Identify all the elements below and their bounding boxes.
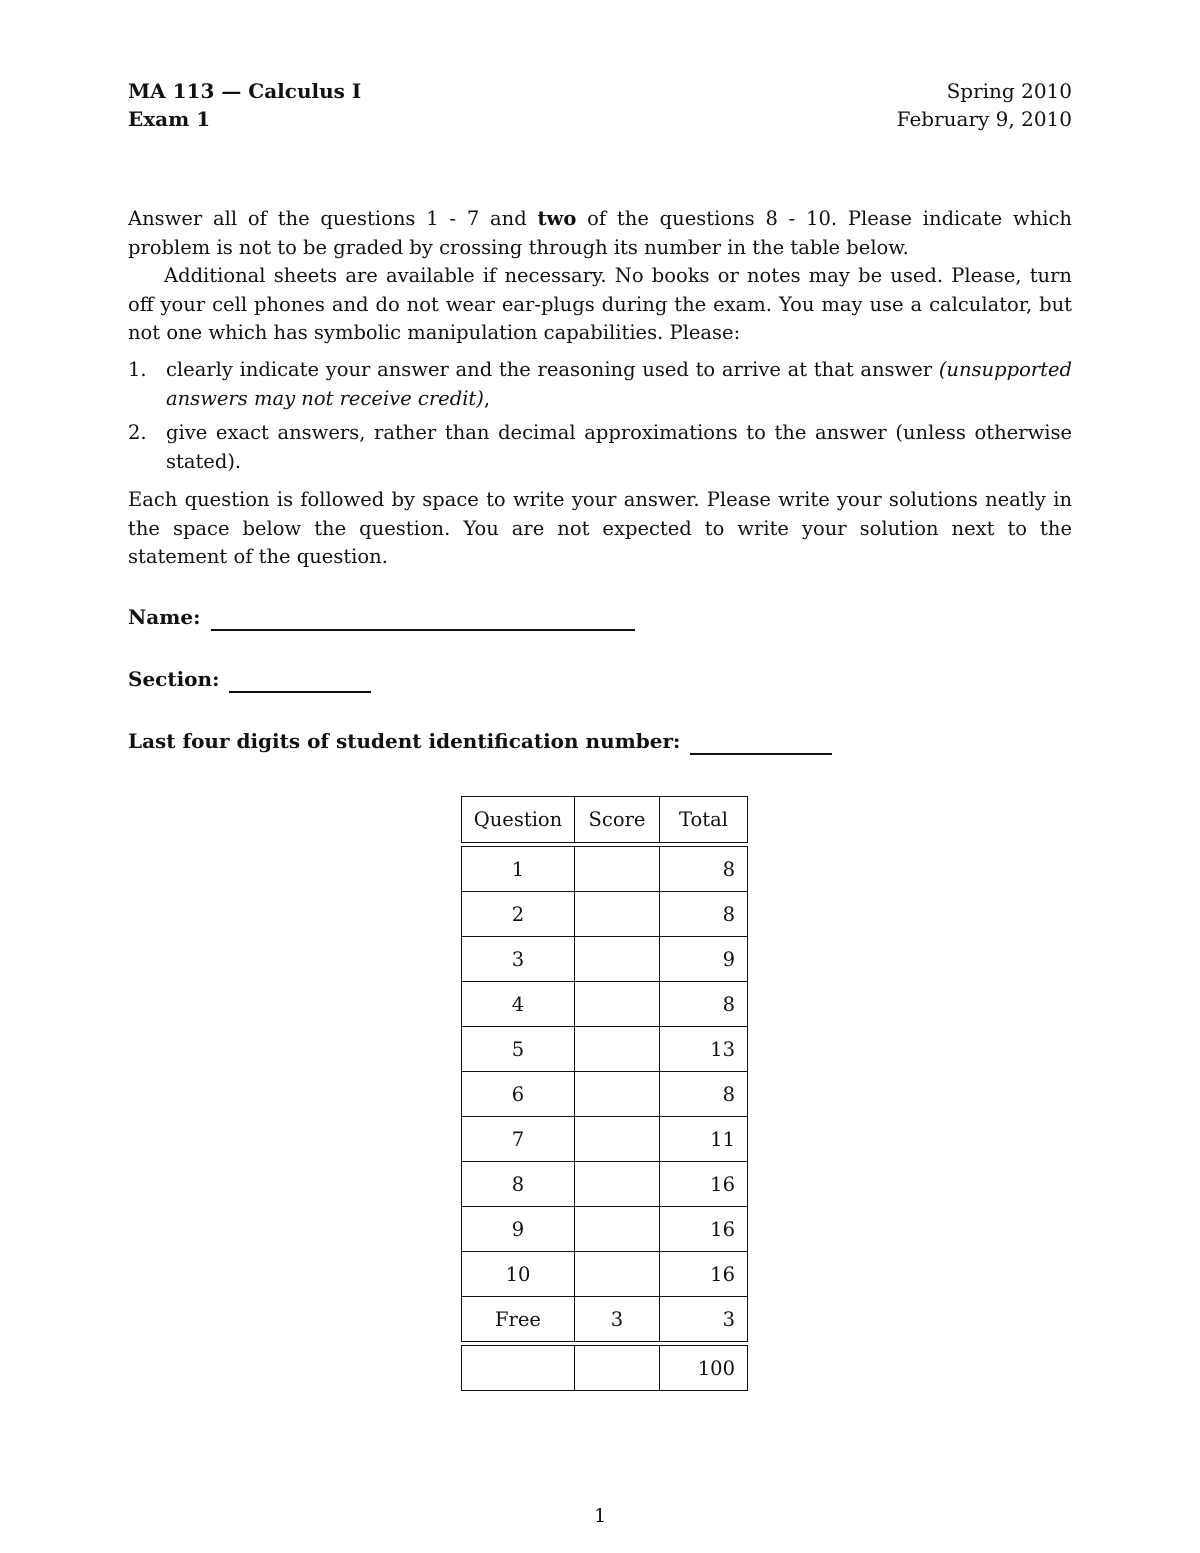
total-row [462,1346,748,1391]
score-cell: 3 [575,1297,660,1342]
table-row [462,937,748,982]
score-cell[interactable] [575,1027,660,1072]
total-cell: 8 [660,892,748,937]
table-row [462,1117,748,1162]
total-cell: 8 [660,847,748,892]
list-item-number: 1. [128,358,147,381]
table-row [462,1162,748,1207]
list-item-text-tail: , [483,386,491,410]
table-row [462,982,748,1027]
question-cell: Free [462,1297,575,1342]
section-label: Section: [128,667,220,691]
table-row [462,892,748,937]
table-header-row [462,797,748,843]
table-row [462,1252,748,1297]
score-cell[interactable] [575,892,660,937]
total-cell: 16 [660,1207,748,1252]
table-row [462,1207,748,1252]
student-id-blank[interactable] [690,735,832,755]
instructions-list [128,356,1072,482]
list-item-text-plain: clearly indicate your answer and the reasoning used to arrive at that answer [166,358,939,381]
score-cell[interactable] [575,1252,660,1297]
list-item-text [166,356,1072,413]
total-cell: 11 [660,1117,748,1162]
header-question: Question [462,797,575,843]
name-label: Name: [128,605,201,629]
question-cell: 4 [462,982,575,1027]
instructions-paragraph-3: Each question is followed by space to write your answer. Please write your solutions neatly in the space below the question. You are not expected to write your solution next to the statement of the question. [128,488,1072,568]
total-cell: 16 [660,1162,748,1207]
header-total: Total [660,797,748,843]
table-row [462,1072,748,1117]
course-title: MA 113 — Calculus I [128,79,362,103]
table-row [462,1297,748,1342]
name-field [128,603,635,631]
list-item [128,356,1072,413]
header-score: Score [575,797,660,843]
score-cell[interactable] [575,847,660,892]
question-cell: 7 [462,1117,575,1162]
question-cell: 9 [462,1207,575,1252]
list-item-text: give exact answers, rather than decimal approximations to the answer (unless otherwise stated). [166,421,1072,473]
header-left [128,77,361,133]
instructions-paragraph-1 [128,205,1072,262]
section-field [128,665,371,693]
question-cell: 2 [462,892,575,937]
table-row [462,1027,748,1072]
total-cell: 9 [660,937,748,982]
question-cell: 8 [462,1162,575,1207]
p1-text-b: of the questions 8 - 10. Please indicate which problem is not to be graded by crossing through its number in the table below. [128,207,1072,259]
table-row [462,847,748,892]
name-blank[interactable] [211,611,635,631]
total-cell: 3 [660,1297,748,1342]
score-cell[interactable] [575,982,660,1027]
score-table [461,796,748,1391]
list-item-number: 2. [128,421,147,444]
question-cell: 10 [462,1252,575,1297]
score-cell[interactable] [575,1072,660,1117]
exam-date: February 9, 2010 [896,107,1072,131]
question-cell: 3 [462,937,575,982]
question-cell: 6 [462,1072,575,1117]
total-cell: 8 [660,1072,748,1117]
total-cell: 8 [660,982,748,1027]
student-id-label: Last four digits of student identification number: [128,729,681,753]
score-cell[interactable] [575,937,660,982]
student-id-field [128,727,832,755]
list-item [128,419,1072,476]
score-cell[interactable] [575,1162,660,1207]
p1-bold: two [537,207,577,230]
question-cell: 5 [462,1027,575,1072]
p1-text-a: Answer all of the questions 1 - 7 and [128,207,538,230]
score-cell[interactable] [575,1207,660,1252]
total-cell: 13 [660,1027,748,1072]
term: Spring 2010 [946,79,1072,103]
total-row-score-cell[interactable] [575,1346,660,1391]
total-cell: 16 [660,1252,748,1297]
list-item-text-italic: (unsupported answers may not receive credit) [166,358,1072,410]
question-cell: 1 [462,847,575,892]
exam-title: Exam 1 [128,107,211,131]
instructions-paragraph-2: Additional sheets are available if necessary. No books or notes may be used. Please, turn off your cell phones and do not wear ear-plugs during the exam. You may use a calculator, but not one which has symbolic manipulation capabilities. Please: [128,264,1072,344]
score-cell[interactable] [575,1117,660,1162]
section-blank[interactable] [229,673,371,693]
header-right [897,77,1072,133]
total-row-question-cell [462,1346,575,1391]
page-number: 1 [593,1505,607,1527]
total-row-total-cell: 100 [660,1346,748,1391]
